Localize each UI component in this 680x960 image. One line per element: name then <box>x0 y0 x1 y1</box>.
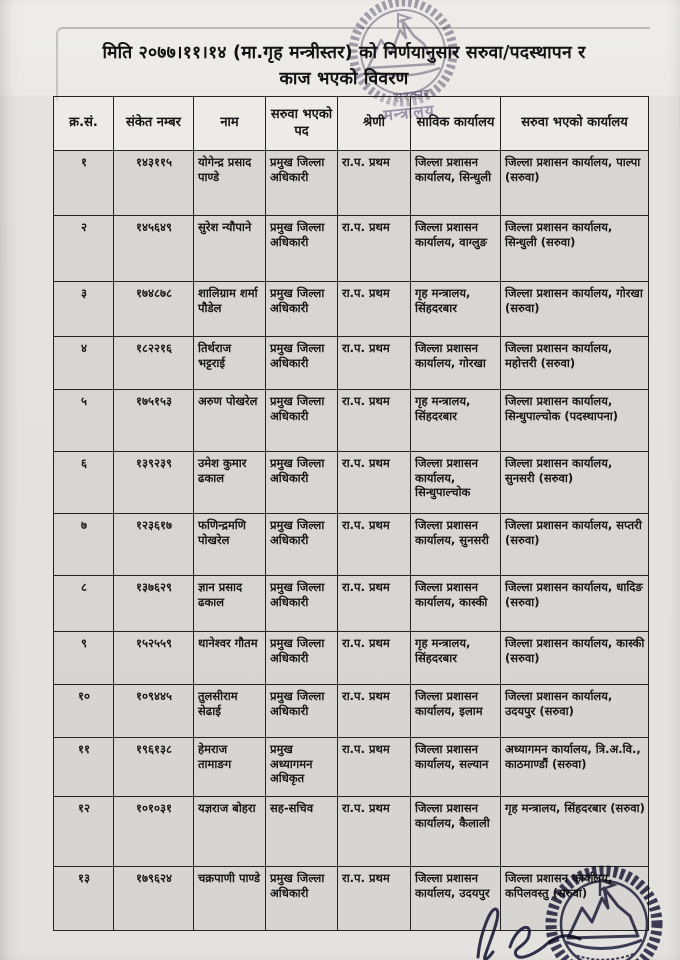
col-header-name: नाम <box>194 97 266 151</box>
cell-serial: ६ <box>54 452 114 514</box>
cell-grade: रा.प. प्रथम <box>338 738 411 797</box>
cell-prev-office: गृह मन्त्रालय, सिंहदरबार <box>411 282 501 337</box>
cell-name: तुलसीराम सेढाई <box>194 685 266 738</box>
cell-grade: रा.प. प्रथम <box>338 337 411 390</box>
cell-grade: रा.प. प्रथम <box>338 514 411 576</box>
cell-serial: २ <box>54 216 114 282</box>
col-header-code-number: संकेत नम्बर <box>114 97 194 151</box>
cell-prev-office: जिल्ला प्रशासन कार्यालय, गोरखा <box>411 337 501 390</box>
cell-new-office: जिल्ला प्रशासन कार्यालय, उदयपुर (सरुवा) <box>501 685 649 738</box>
cell-prev-office: जिल्ला प्रशासन कार्यालय, कैलाली <box>411 797 501 867</box>
table-header-row <box>54 97 649 151</box>
cell-grade: रा.प. प्रथम <box>338 390 411 452</box>
cell-new-office: जिल्ला प्रशासन कार्यालय, सिन्धुली (सरुवा) <box>501 216 649 282</box>
cell-code-number: १४३११५ <box>114 151 194 216</box>
cell-grade: रा.प. प्रथम <box>338 576 411 632</box>
cell-code-number: १३७६२९ <box>114 576 194 632</box>
cell-code-number: १०९४४५ <box>114 685 194 738</box>
col-header-prev-office: साविक कार्यालय <box>411 97 501 151</box>
cell-name: फणिन्द्रमणि पोखरेल <box>194 514 266 576</box>
table-row <box>54 514 649 576</box>
cell-prev-office: गृह मन्त्रालय, सिंहदरबार <box>411 632 501 685</box>
cell-code-number: १२३६१७ <box>114 514 194 576</box>
cell-new-office: जिल्ला प्रशासन कार्यालय, कास्की (सरुवा) <box>501 632 649 685</box>
table-row <box>54 452 649 514</box>
cell-new-office: अध्यागमन कार्यालय, त्रि.अ.वि., काठमाण्डौं (सरुवा) <box>501 738 649 797</box>
transfer-table <box>53 96 649 931</box>
table-row <box>54 797 649 867</box>
cell-grade: रा.प. प्रथम <box>338 216 411 282</box>
cell-name: यज्ञराज बोहरा <box>194 797 266 867</box>
cell-grade: रा.प. प्रथम <box>338 797 411 867</box>
cell-post: प्रमुख अध्यागमन अधिकृत <box>266 738 338 797</box>
cell-name: अरुण पोखरेल <box>194 390 266 452</box>
cell-post: प्रमुख जिल्ला अधिकारी <box>266 282 338 337</box>
document-title-line1: मिति २०७७।११।१४ (मा.गृह मन्त्रीस्तर) को निर्णयानुसार सरुवा/पदस्थापन र <box>102 43 586 63</box>
table-row <box>54 632 649 685</box>
cell-new-office: जिल्ला प्रशासन कार्यालय, कपिलवस्तु (सरुवा) <box>501 867 649 931</box>
table-row <box>54 685 649 738</box>
document-title <box>58 40 630 93</box>
cell-grade: रा.प. प्रथम <box>338 282 411 337</box>
cell-grade: रा.प. प्रथम <box>338 867 411 931</box>
cell-post: प्रमुख जिल्ला अधिकारी <box>266 151 338 216</box>
cell-new-office: जिल्ला प्रशासन कार्यालय, महोत्तरी (सरुवा) <box>501 337 649 390</box>
cell-serial: १२ <box>54 797 114 867</box>
cell-code-number: १९६१३८ <box>114 738 194 797</box>
cell-code-number: १३९२३९ <box>114 452 194 514</box>
cell-new-office: गृह मन्त्रालय, सिंहदरबार (सरुवा) <box>501 797 649 867</box>
cell-grade: रा.प. प्रथम <box>338 151 411 216</box>
cell-code-number: १०१०३१ <box>114 797 194 867</box>
cell-serial: ८ <box>54 576 114 632</box>
cell-grade: रा.प. प्रथम <box>338 632 411 685</box>
cell-post: प्रमुख जिल्ला अधिकारी <box>266 867 338 931</box>
document-title-line2: काज भएको विवरण <box>279 69 409 90</box>
cell-post: प्रमुख जिल्ला अधिकारी <box>266 216 338 282</box>
cell-name: उमेश कुमार ढकाल <box>194 452 266 514</box>
table-row <box>54 282 649 337</box>
cell-post: प्रमुख जिल्ला अधिकारी <box>266 576 338 632</box>
cell-name: हेमराज तामाङग <box>194 738 266 797</box>
cell-post: प्रमुख जिल्ला अधिकारी <box>266 685 338 738</box>
cell-serial: ४ <box>54 337 114 390</box>
cell-prev-office: गृह मन्त्रालय, सिंहदरबार <box>411 390 501 452</box>
cell-prev-office: जिल्ला प्रशासन कार्यालय, इलाम <box>411 685 501 738</box>
cell-new-office: जिल्ला प्रशासन कार्यालय, गोरखा (सरुवा) <box>501 282 649 337</box>
cell-serial: १ <box>54 151 114 216</box>
cell-serial: ९ <box>54 632 114 685</box>
cell-new-office: जिल्ला प्रशासन कार्यालय, सुनसरी (सरुवा) <box>501 452 649 514</box>
cell-serial: ५ <box>54 390 114 452</box>
cell-name: शालिग्राम शर्मा पौडेल <box>194 282 266 337</box>
cell-code-number: १७५१५३ <box>114 390 194 452</box>
cell-name: थानेश्वर गौतम <box>194 632 266 685</box>
cell-name: चक्रपाणी पाण्डे <box>194 867 266 931</box>
table-row <box>54 390 649 452</box>
cell-new-office: जिल्ला प्रशासन कार्यालय, सप्तरी (सरुवा) <box>501 514 649 576</box>
cell-name: ज्ञान प्रसाद ढकाल <box>194 576 266 632</box>
cell-post: प्रमुख जिल्ला अधिकारी <box>266 390 338 452</box>
table-row <box>54 576 649 632</box>
cell-name: तिर्थराज भट्टराई <box>194 337 266 390</box>
cell-grade: रा.प. प्रथम <box>338 452 411 514</box>
col-header-serial: क्र.सं. <box>54 97 114 151</box>
cell-serial: ७ <box>54 514 114 576</box>
cell-new-office: जिल्ला प्रशासन कार्यालय, सिन्धुपाल्चोक (पदस्थापना) <box>501 390 649 452</box>
table-row <box>54 216 649 282</box>
cell-prev-office: जिल्ला प्रशासन कार्यालय, सुनसरी <box>411 514 501 576</box>
col-header-new-office: सरुवा भएको कार्यालय <box>501 97 649 151</box>
cell-serial: १० <box>54 685 114 738</box>
cell-post: सह-सचिव <box>266 797 338 867</box>
cell-prev-office: जिल्ला प्रशासन कार्यालय, सिन्धुपाल्चोक <box>411 452 501 514</box>
cell-name: योगेन्द्र प्रसाद पाण्डे <box>194 151 266 216</box>
cell-serial: ११ <box>54 738 114 797</box>
cell-code-number: १४५६४९ <box>114 216 194 282</box>
cell-new-office: जिल्ला प्रशासन कार्यालय, पाल्पा (सरुवा) <box>501 151 649 216</box>
seal-text-line2: मन्त्रालय <box>382 101 436 125</box>
table-row <box>54 738 649 797</box>
cell-code-number: १७४८७८ <box>114 282 194 337</box>
cell-serial: ३ <box>54 282 114 337</box>
seal-text-line1: सरकार <box>393 86 432 107</box>
table-row <box>54 151 649 216</box>
cell-name: सुरेश न्यौपाने <box>194 216 266 282</box>
table-row <box>54 337 649 390</box>
table-row <box>54 867 649 931</box>
cell-post: प्रमुख जिल्ला अधिकारी <box>266 452 338 514</box>
cell-serial: १३ <box>54 867 114 931</box>
cell-code-number: १७९६२४ <box>114 867 194 931</box>
col-header-post: सरुवा भएको पद <box>266 97 338 151</box>
cell-post: प्रमुख जिल्ला अधिकारी <box>266 632 338 685</box>
cell-code-number: १८२२१६ <box>114 337 194 390</box>
cell-prev-office: जिल्ला प्रशासन कार्यालय, कास्की <box>411 576 501 632</box>
cell-code-number: १५२५५९ <box>114 632 194 685</box>
cell-post: प्रमुख जिल्ला अधिकारी <box>266 514 338 576</box>
table-body <box>54 151 649 931</box>
cell-post: प्रमुख जिल्ला अधिकारी <box>266 337 338 390</box>
cell-grade: रा.प. प्रथम <box>338 685 411 738</box>
col-header-grade: श्रेणी <box>338 97 411 151</box>
cell-prev-office: जिल्ला प्रशासन कार्यालय, वाग्लुङ <box>411 216 501 282</box>
cell-prev-office: जिल्ला प्रशासन कार्यालय, सिन्धुली <box>411 151 501 216</box>
cell-new-office: जिल्ला प्रशासन कार्यालय, धादिङ (सरुवा) <box>501 576 649 632</box>
cell-prev-office: जिल्ला प्रशासन कार्यालय, सल्यान <box>411 738 501 797</box>
cell-prev-office: जिल्ला प्रशासन कार्यालय, उदयपुर <box>411 867 501 931</box>
